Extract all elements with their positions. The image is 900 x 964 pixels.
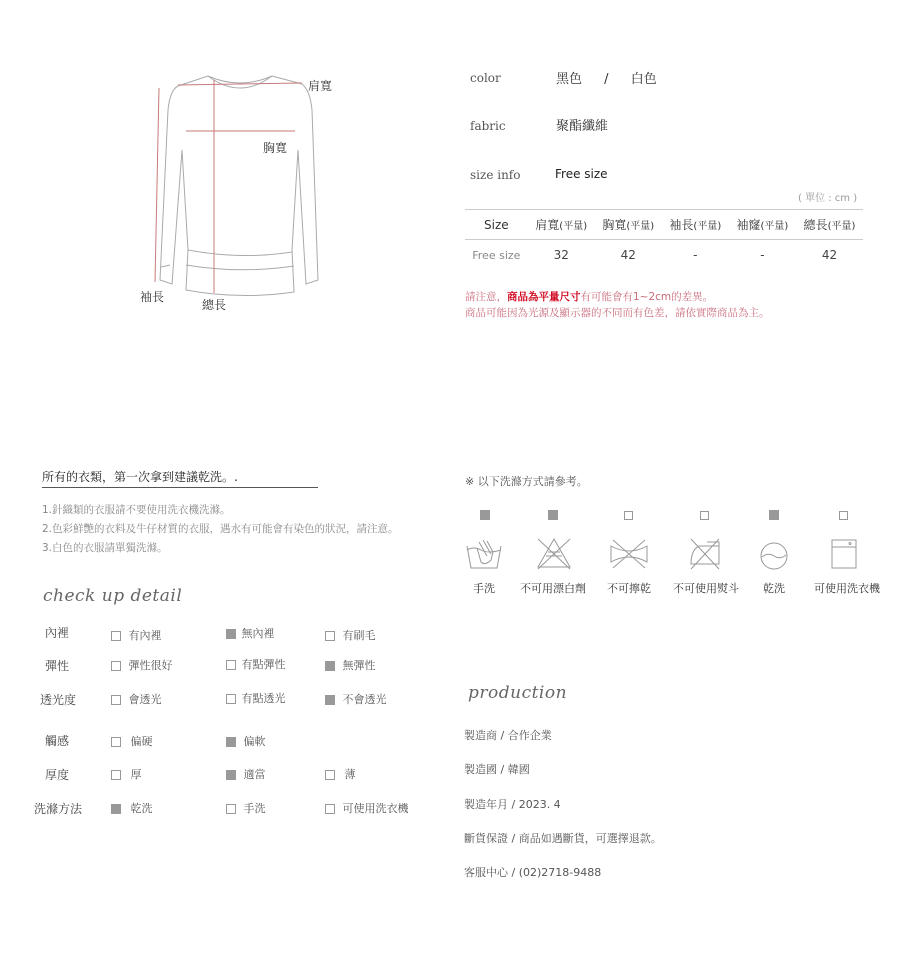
check-option[interactable]: 不會透光 <box>325 691 387 707</box>
check-option[interactable]: 無彈性 <box>325 657 376 673</box>
cell-length: 42 <box>821 248 838 262</box>
checkbox[interactable] <box>325 770 335 780</box>
checkbox[interactable] <box>226 770 236 780</box>
wash-notes <box>42 468 442 555</box>
cell-chest: 42 <box>620 248 636 262</box>
size-table <box>465 209 863 270</box>
care-check-machine-wash[interactable] <box>839 511 848 520</box>
sleeve-label: 袖長 <box>140 290 165 304</box>
check-option[interactable]: 有內裡 <box>111 627 162 643</box>
machine-wash-icon <box>831 539 857 569</box>
care-label-hand-wash: 手洗 <box>473 582 495 595</box>
no-iron-icon <box>687 536 723 572</box>
care-label-dry-clean: 乾洗 <box>763 582 785 595</box>
check-option[interactable]: 可使用洗衣機 <box>325 800 409 816</box>
check-row-label: 內裡 <box>45 626 70 640</box>
checkbox[interactable] <box>111 804 121 814</box>
long-sleeve-shirt-drawing <box>130 60 350 320</box>
checkbox[interactable] <box>325 804 335 814</box>
size-info-label: size info <box>470 168 521 182</box>
check-row-label: 透光度 <box>40 693 77 707</box>
check-row-texture <box>30 732 460 752</box>
wash-note-1: 1.針織類的衣服請不要使用洗衣機洗滌。 <box>42 504 231 516</box>
checkbox[interactable] <box>325 695 335 705</box>
production-line-maker: 製造商 / 合作企業 <box>464 729 552 742</box>
dry-clean-icon <box>759 541 789 571</box>
care-label-no-iron: 不可使用熨斗 <box>673 582 739 595</box>
header-shoulder: 肩寬(平量) <box>528 210 595 240</box>
check-row-label: 觸感 <box>45 734 70 748</box>
chest-label: 胸寬 <box>263 141 288 155</box>
size-diagram <box>130 60 350 320</box>
hand-wash-icon <box>465 536 503 572</box>
care-check-hand-wash[interactable] <box>480 510 490 520</box>
cell-size: Free size <box>472 248 521 262</box>
wash-note-2: 2.色彩鮮艷的衣料及牛仔材質的衣服，遇水有可能會有染色的狀況，請注意。 <box>42 523 399 535</box>
checkbox[interactable] <box>111 631 121 641</box>
checkbox[interactable] <box>226 660 236 670</box>
check-detail-title: check up detail <box>43 586 183 606</box>
color-value <box>556 68 657 87</box>
check-option[interactable]: 有刷毛 <box>325 627 376 643</box>
fabric-label: fabric <box>470 119 506 133</box>
checkbox[interactable] <box>226 737 236 747</box>
unit-note: ( 單位 : cm ) <box>798 193 858 204</box>
check-row-transparency <box>30 691 460 711</box>
color-white: 白色 <box>630 72 657 87</box>
checkbox[interactable] <box>226 694 236 704</box>
care-check-no-bleach[interactable] <box>548 510 558 520</box>
header-sleeve: 袖長(平量) <box>662 210 729 240</box>
header-chest: 胸寬(平量) <box>595 210 662 240</box>
check-row-label: 彈性 <box>45 659 70 673</box>
checkbox[interactable] <box>325 631 335 641</box>
checkbox[interactable] <box>111 695 121 705</box>
check-row-thickness <box>30 766 460 786</box>
check-option[interactable]: 有點透光 <box>226 690 286 706</box>
header-size: Size <box>465 210 528 240</box>
size-table-header <box>465 210 863 240</box>
notice-highlight: 商品為平量尺寸 <box>507 291 581 303</box>
color-black: 黑色 <box>556 72 583 87</box>
checkbox[interactable] <box>325 661 335 671</box>
color-label: color <box>470 71 501 85</box>
check-row-label: 洗滌方法 <box>34 802 83 816</box>
production-line-date: 製造年月 / 2023. 4 <box>464 798 561 811</box>
checkbox[interactable] <box>111 737 121 747</box>
care-check-no-wring[interactable] <box>624 511 633 520</box>
no-bleach-icon <box>535 536 573 572</box>
check-row-label: 厚度 <box>45 768 70 782</box>
shoulder-label: 肩寬 <box>308 79 333 93</box>
cell-armhole: - <box>760 248 765 262</box>
cell-shoulder: 32 <box>553 248 569 262</box>
check-row-lining <box>30 624 460 644</box>
care-symbols <box>443 508 893 608</box>
size-info-value: Free size <box>555 167 608 181</box>
care-check-no-iron[interactable] <box>700 511 709 520</box>
wash-note-3: 3.白色的衣服請單獨洗滌。 <box>42 542 168 554</box>
production-title: production <box>468 683 568 703</box>
wash-notes-title: 所有的衣類，第一次拿到建議乾洗。. <box>42 468 318 488</box>
care-label-machine-wash: 可使用洗衣機 <box>814 582 880 595</box>
notice <box>465 289 770 321</box>
check-option[interactable]: 會透光 <box>111 691 162 707</box>
check-option[interactable]: 厚 <box>111 766 142 782</box>
checkbox[interactable] <box>226 804 236 814</box>
care-label-no-wring: 不可擰乾 <box>607 582 651 595</box>
production-line-country: 製造國 / 韓國 <box>464 763 530 776</box>
check-option[interactable]: 彈性很好 <box>111 657 173 673</box>
care-note: ※ 以下洗滌方式請參考。 <box>465 475 588 488</box>
check-row-wash-method <box>30 800 460 820</box>
production-info <box>464 727 662 884</box>
check-option[interactable]: 偏硬 <box>111 733 153 749</box>
length-label: 總長 <box>202 298 227 312</box>
notice-line-1: 請注意，商品為平量尺寸有可能會有1~2cm的差異。 <box>465 291 714 303</box>
care-check-dry-clean[interactable] <box>769 510 779 520</box>
table-row <box>465 240 863 271</box>
header-length: 總長(平量) <box>796 210 863 240</box>
check-option[interactable]: 有點彈性 <box>226 656 286 672</box>
cell-sleeve: - <box>693 248 698 262</box>
care-label-no-bleach: 不可用漂白劑 <box>520 582 586 595</box>
production-line-stock: 斷貨保證 / 商品如遇斷貨，可選擇退款。 <box>464 832 662 845</box>
check-option[interactable]: 適當 <box>226 766 266 782</box>
checkbox[interactable] <box>226 629 236 639</box>
check-row-elasticity <box>30 657 460 677</box>
check-option[interactable]: 薄 <box>325 766 356 782</box>
no-wring-icon <box>609 538 649 570</box>
check-option[interactable]: 無內裡 <box>226 625 275 641</box>
fabric-value: 聚酯纖維 <box>556 119 609 134</box>
production-line-service: 客服中心 / (02)2718-9488 <box>464 866 602 879</box>
checkbox[interactable] <box>111 661 121 671</box>
checkbox[interactable] <box>111 770 121 780</box>
check-option[interactable]: 手洗 <box>226 800 266 816</box>
check-option[interactable]: 乾洗 <box>111 800 153 816</box>
header-armhole: 袖窿(平量) <box>729 210 796 240</box>
check-option[interactable]: 偏軟 <box>226 733 266 749</box>
notice-line-2: 商品可能因為光源及顯示器的不同而有色差，請依實際商品為主。 <box>465 307 770 319</box>
color-separator: / <box>604 72 609 87</box>
check-detail <box>30 622 460 822</box>
